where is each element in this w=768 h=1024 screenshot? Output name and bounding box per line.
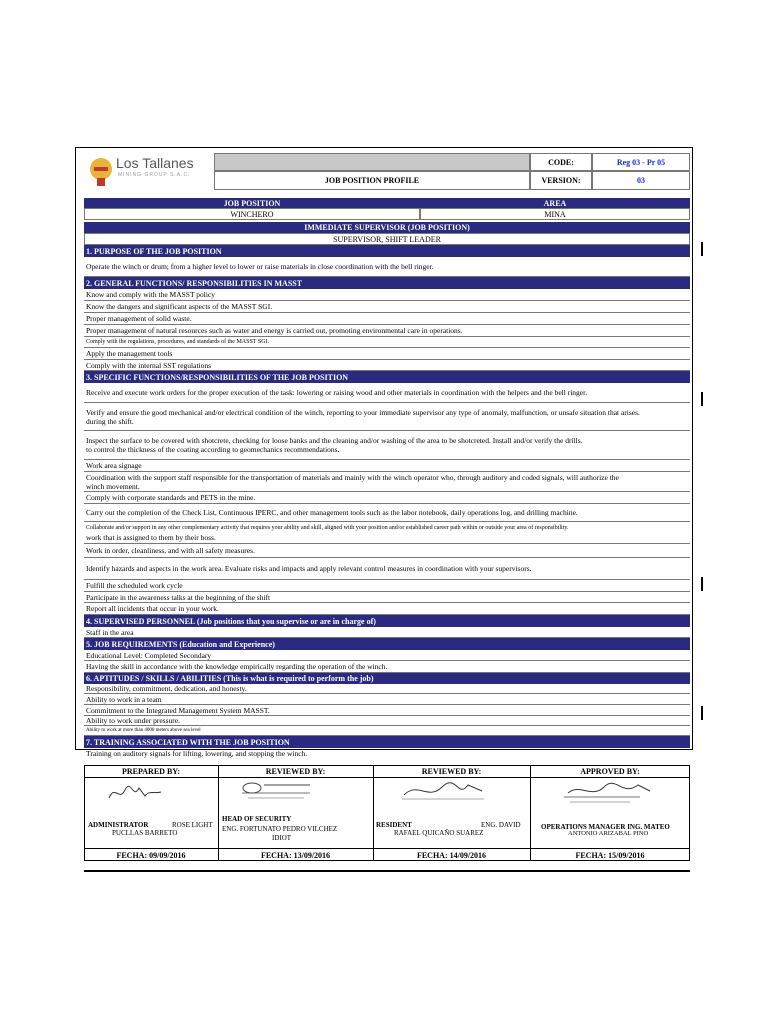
list-item: Know and comply with the MASST policy	[84, 289, 690, 301]
right-margin-mark	[701, 242, 703, 256]
section-1-title: 1. PURPOSE OF THE JOB POSITION	[84, 245, 690, 257]
supervisor-label: IMMEDIATE SUPERVISOR (JOB POSITION)	[84, 222, 690, 233]
header-grey-box	[214, 153, 530, 171]
list-item-line: Inspect the surface to be covered with shotcrete, checking for loose banks and the cleaning and/or washing of the area to be shotcreted. Install and/or verify the drills.	[86, 436, 583, 445]
list-item	[84, 472, 690, 492]
version-label: VERSION:	[530, 171, 592, 190]
divider	[530, 765, 531, 861]
section-2-title: 2. GENERAL FUNCTIONS/ RESPONSIBILITIES IN MASST	[84, 277, 690, 289]
prepared-by-head: PREPARED BY:	[121, 766, 180, 776]
divider	[84, 777, 690, 778]
signer-name: ANTONIO ARIZABAL PINO	[568, 830, 649, 837]
reviewed-by-head: REVIEWED BY:	[265, 766, 326, 776]
list-item: Work in order, cleanliness, and with all safety measures.	[84, 544, 690, 558]
version-value: 03	[592, 171, 690, 190]
area-label: AREA	[420, 198, 690, 208]
list-item: Identify hazards and aspects in the work area. Evaluate risks and impacts and apply relevant control measures in coordination with your supervisors.	[84, 558, 690, 580]
reviewed-by-head: REVIEWED BY:	[421, 766, 482, 776]
company-logo	[84, 152, 214, 194]
divider	[218, 765, 219, 861]
list-item: Report all incidents that occur in your work.	[84, 603, 690, 615]
list-item: Ability to work under pressure.	[84, 716, 690, 726]
list-item: Fulfill the scheduled work cycle	[84, 580, 690, 592]
signer-role: RESIDENT	[376, 821, 412, 829]
list-item-line: winch movement.	[86, 481, 140, 491]
list-item: Apply the management tools	[84, 348, 690, 360]
job-position-value: WINCHERO	[84, 208, 420, 220]
list-item: Responsibility, commitment, dedication, and honesty.	[84, 684, 690, 694]
list-item: Carry out the completion of the Check List, Continuous IPERC, and other management tools such as the labor notebook, daily operations log, and drilling machine.	[84, 504, 690, 522]
reviewed-date: FECHA: 14/09/2016	[416, 850, 487, 860]
signature-stamp	[238, 779, 318, 805]
signer-name: ENG. DAVID	[481, 821, 521, 829]
list-item: Ability to work at more than 4000 meters above sea level	[84, 726, 690, 736]
logo-company-name: Los Tallanes	[116, 155, 194, 171]
list-item: Receive and execute work orders for the proper execution of the task: lowering or raising wood and other materials in coordination with the helpers and the bell ringer.	[84, 383, 690, 403]
list-item-line: Collaborate and/or support in any other complementary activity that requires your ability and skill, aligned with your position and/or established career path within or outside your area of responsibility.	[86, 524, 569, 531]
list-item-line: Verify and ensure the good mechanical and/or electrical condition of the winch, reporting to your immediate supervisor any type of anomaly, malfunction, or unsafe situation that arises.	[86, 407, 640, 417]
list-item	[84, 431, 690, 460]
signer-name: ENG. FORTUNATO PEDRO VILCHEZ	[222, 825, 338, 833]
prepared-date: FECHA: 09/09/2016	[116, 850, 186, 860]
section-4-title: 4. SUPERVISED PERSONNEL (Job positions that you supervise or are in charge of)	[84, 615, 690, 627]
job-position-label: JOB POSITION	[84, 198, 420, 208]
list-item: Participate in the awareness talks at the beginning of the shift	[84, 592, 690, 603]
approved-by-head: APPROVED BY:	[580, 766, 640, 776]
bottom-rule	[84, 870, 690, 872]
right-margin-mark	[701, 392, 703, 406]
right-margin-mark	[701, 577, 703, 591]
list-item-line: to control the thickness of the coating according to geomechanics recommendations.	[86, 445, 340, 454]
divider	[373, 765, 374, 861]
list-item: Know the dangers and significant aspects of the MASST SGI.	[84, 301, 690, 313]
list-item: Comply with the internal SST regulations	[84, 360, 690, 371]
signer-role: OPERATIONS MANAGER ING. MATEO	[541, 823, 670, 831]
list-item	[84, 522, 690, 544]
code-value: Reg 03 - Pr 05	[592, 153, 690, 171]
list-item: Commitment to the Integrated Management System MASST.	[84, 705, 690, 716]
signer-role: ADMINISTRATOR	[88, 821, 149, 829]
list-item	[84, 403, 690, 431]
section-4-text: Staff in the area	[84, 627, 690, 638]
section-3-title: 3. SPECIFIC FUNCTIONS/RESPONSIBILITIES OF THE JOB POSITION	[84, 371, 690, 383]
list-item-line: Coordination with the support staff responsible for the transportation of materials and mainly with the winch operator who, through auditory and coded signals, will authorize the	[86, 472, 619, 482]
signature-image	[398, 779, 488, 805]
section-7-title: 7. TRAINING ASSOCIATED WITH THE JOB POSITION	[84, 736, 690, 748]
signer-name: PUCLLAS BARRETO	[112, 829, 178, 837]
logo-emblem-icon	[90, 158, 112, 180]
list-item: Comply with the regulations, procedures, and standards of the MASST SGI.	[84, 337, 690, 348]
signer-role: HEAD OF SECURITY	[222, 815, 292, 823]
list-item: Having the skill in accordance with the knowledge empirically regarding the operation of the winch.	[84, 661, 690, 673]
signer-name: IDIOT	[272, 834, 292, 842]
signer-name: ROSE LIGHT	[172, 821, 213, 829]
section-7-text: Training on auditory signals for lifting, lowering, and stopping the winch.	[86, 748, 308, 758]
signer-name: RAFAEL QUICAÑO SUAREZ	[394, 829, 484, 837]
right-margin-mark	[701, 706, 703, 720]
signature-image	[105, 780, 165, 806]
section-1-text: Operate the winch or drum; from a higher level to lower or raise materials in close coordination with the bell ringer.	[84, 257, 690, 277]
list-item: Ability to work in a team	[84, 694, 690, 705]
section-6-title: 6. APTITUDES / SKILLS / ABILITIES (This is what is required to perform the job)	[84, 673, 690, 684]
list-item: Educational Level: Completed Secondary	[84, 650, 690, 661]
section-5-title: 5. JOB REQUIREMENTS (Education and Experience)	[84, 638, 690, 650]
list-item: Proper management of natural resources such as water and energy is carried out, promoting environmental care in operations.	[84, 325, 690, 337]
list-item: Proper management of solid waste.	[84, 313, 690, 325]
supervisor-value: SUPERVISOR, SHIFT LEADER	[84, 233, 690, 245]
logo-company-subtitle: MINING GROUP S.A.C.	[118, 172, 191, 178]
logo-base-icon	[97, 178, 105, 186]
list-item: Work area signage	[84, 460, 690, 472]
area-value: MINA	[420, 208, 690, 220]
document-title: JOB POSITION PROFILE	[214, 171, 530, 190]
approved-date: FECHA: 15/09/2016	[575, 850, 645, 860]
list-item-line: during the shift.	[86, 416, 134, 426]
code-label: CODE:	[530, 153, 592, 171]
reviewed-date: FECHA: 13/09/2016	[260, 850, 331, 860]
list-item: Comply with corporate standards and PETS in the mine.	[84, 492, 690, 504]
list-item-line: work that is assigned to them by their boss.	[86, 532, 216, 542]
signature-image	[560, 779, 655, 807]
